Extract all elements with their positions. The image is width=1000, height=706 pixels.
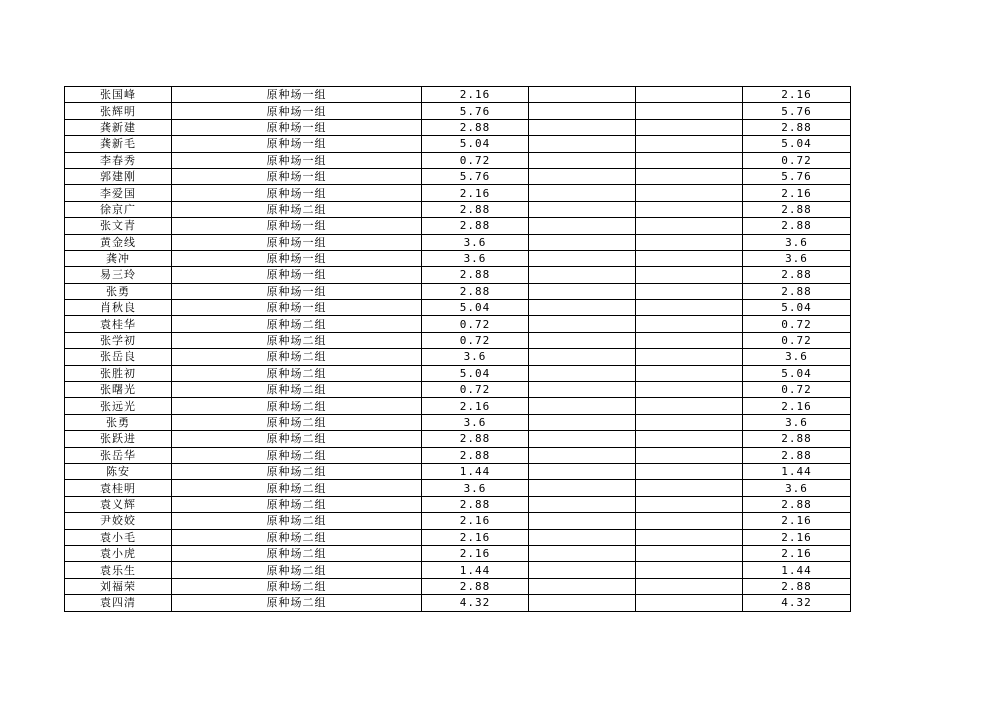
empty-cell bbox=[529, 447, 636, 463]
group-cell: 原种场一组 bbox=[172, 168, 422, 184]
name-cell: 张辉明 bbox=[65, 103, 172, 119]
empty-cell bbox=[529, 529, 636, 545]
group-cell: 原种场一组 bbox=[172, 300, 422, 316]
table-row bbox=[65, 578, 851, 594]
area-cell: 3.6 bbox=[422, 234, 529, 250]
name-cell: 肖秋良 bbox=[65, 300, 172, 316]
group-cell: 原种场二组 bbox=[172, 595, 422, 611]
table-row bbox=[65, 136, 851, 152]
empty-cell bbox=[636, 119, 743, 135]
group-cell: 原种场一组 bbox=[172, 267, 422, 283]
total-cell: 2.88 bbox=[743, 496, 851, 512]
empty-cell bbox=[529, 185, 636, 201]
empty-cell bbox=[636, 545, 743, 561]
table-row bbox=[65, 250, 851, 266]
name-cell: 易三玲 bbox=[65, 267, 172, 283]
group-cell: 原种场二组 bbox=[172, 496, 422, 512]
empty-cell bbox=[636, 447, 743, 463]
total-cell: 5.04 bbox=[743, 300, 851, 316]
name-cell: 张文青 bbox=[65, 218, 172, 234]
empty-cell bbox=[636, 201, 743, 217]
group-cell: 原种场二组 bbox=[172, 463, 422, 479]
empty-cell bbox=[636, 218, 743, 234]
empty-cell bbox=[529, 349, 636, 365]
name-cell: 张岳华 bbox=[65, 447, 172, 463]
total-cell: 2.16 bbox=[743, 529, 851, 545]
total-cell: 2.16 bbox=[743, 398, 851, 414]
name-cell: 张岳良 bbox=[65, 349, 172, 365]
total-cell: 2.88 bbox=[743, 201, 851, 217]
table-row bbox=[65, 496, 851, 512]
empty-cell bbox=[636, 316, 743, 332]
area-cell: 1.44 bbox=[422, 463, 529, 479]
area-cell: 2.88 bbox=[422, 496, 529, 512]
group-cell: 原种场二组 bbox=[172, 414, 422, 430]
area-cell: 4.32 bbox=[422, 595, 529, 611]
group-cell: 原种场二组 bbox=[172, 447, 422, 463]
empty-cell bbox=[636, 332, 743, 348]
total-cell: 2.16 bbox=[743, 513, 851, 529]
table-row bbox=[65, 87, 851, 103]
name-cell: 袁桂华 bbox=[65, 316, 172, 332]
empty-cell bbox=[529, 218, 636, 234]
group-cell: 原种场二组 bbox=[172, 545, 422, 561]
area-cell: 2.16 bbox=[422, 529, 529, 545]
total-cell: 1.44 bbox=[743, 463, 851, 479]
empty-cell bbox=[529, 250, 636, 266]
name-cell: 袁义辉 bbox=[65, 496, 172, 512]
group-cell: 原种场二组 bbox=[172, 201, 422, 217]
table-row bbox=[65, 463, 851, 479]
group-cell: 原种场一组 bbox=[172, 234, 422, 250]
empty-cell bbox=[529, 103, 636, 119]
table-row bbox=[65, 168, 851, 184]
total-cell: 2.16 bbox=[743, 545, 851, 561]
empty-cell bbox=[636, 103, 743, 119]
area-cell: 0.72 bbox=[422, 382, 529, 398]
empty-cell bbox=[636, 300, 743, 316]
name-cell: 袁桂明 bbox=[65, 480, 172, 496]
empty-cell bbox=[636, 185, 743, 201]
empty-cell bbox=[636, 250, 743, 266]
empty-cell bbox=[636, 595, 743, 611]
area-cell: 3.6 bbox=[422, 414, 529, 430]
group-cell: 原种场二组 bbox=[172, 382, 422, 398]
empty-cell bbox=[529, 168, 636, 184]
group-cell: 原种场一组 bbox=[172, 119, 422, 135]
area-cell: 0.72 bbox=[422, 316, 529, 332]
total-cell: 3.6 bbox=[743, 250, 851, 266]
table-row bbox=[65, 398, 851, 414]
name-cell: 张远光 bbox=[65, 398, 172, 414]
group-cell: 原种场二组 bbox=[172, 349, 422, 365]
area-cell: 2.88 bbox=[422, 447, 529, 463]
table-row bbox=[65, 218, 851, 234]
area-cell: 2.88 bbox=[422, 218, 529, 234]
empty-cell bbox=[529, 480, 636, 496]
name-cell: 徐京广 bbox=[65, 201, 172, 217]
empty-cell bbox=[529, 316, 636, 332]
total-cell: 3.6 bbox=[743, 234, 851, 250]
empty-cell bbox=[636, 382, 743, 398]
area-cell: 5.04 bbox=[422, 365, 529, 381]
table-row bbox=[65, 267, 851, 283]
empty-cell bbox=[529, 119, 636, 135]
empty-cell bbox=[636, 168, 743, 184]
empty-cell bbox=[529, 283, 636, 299]
table-row bbox=[65, 545, 851, 561]
table-row bbox=[65, 300, 851, 316]
empty-cell bbox=[636, 431, 743, 447]
table-body bbox=[65, 87, 851, 612]
total-cell: 2.16 bbox=[743, 185, 851, 201]
table-row bbox=[65, 201, 851, 217]
group-cell: 原种场二组 bbox=[172, 578, 422, 594]
table-row bbox=[65, 316, 851, 332]
table-row bbox=[65, 234, 851, 250]
area-cell: 2.16 bbox=[422, 398, 529, 414]
table-row bbox=[65, 283, 851, 299]
data-table bbox=[64, 86, 851, 612]
empty-cell bbox=[529, 365, 636, 381]
area-cell: 2.88 bbox=[422, 578, 529, 594]
table-row bbox=[65, 414, 851, 430]
empty-cell bbox=[529, 513, 636, 529]
empty-cell bbox=[636, 398, 743, 414]
empty-cell bbox=[636, 87, 743, 103]
empty-cell bbox=[529, 87, 636, 103]
empty-cell bbox=[636, 529, 743, 545]
table-row bbox=[65, 431, 851, 447]
total-cell: 2.88 bbox=[743, 218, 851, 234]
name-cell: 张跃进 bbox=[65, 431, 172, 447]
empty-cell bbox=[529, 414, 636, 430]
table-row bbox=[65, 480, 851, 496]
empty-cell bbox=[529, 562, 636, 578]
table-row bbox=[65, 349, 851, 365]
empty-cell bbox=[636, 578, 743, 594]
area-cell: 1.44 bbox=[422, 562, 529, 578]
total-cell: 5.04 bbox=[743, 136, 851, 152]
empty-cell bbox=[636, 283, 743, 299]
table-row bbox=[65, 103, 851, 119]
area-cell: 3.6 bbox=[422, 250, 529, 266]
area-cell: 2.16 bbox=[422, 545, 529, 561]
total-cell: 2.88 bbox=[743, 267, 851, 283]
total-cell: 3.6 bbox=[743, 414, 851, 430]
total-cell: 2.16 bbox=[743, 87, 851, 103]
name-cell: 袁小毛 bbox=[65, 529, 172, 545]
total-cell: 5.76 bbox=[743, 103, 851, 119]
table-row bbox=[65, 595, 851, 611]
empty-cell bbox=[529, 332, 636, 348]
empty-cell bbox=[636, 562, 743, 578]
name-cell: 张勇 bbox=[65, 283, 172, 299]
area-cell: 0.72 bbox=[422, 152, 529, 168]
name-cell: 张学初 bbox=[65, 332, 172, 348]
area-cell: 2.16 bbox=[422, 87, 529, 103]
group-cell: 原种场一组 bbox=[172, 87, 422, 103]
name-cell: 龚冲 bbox=[65, 250, 172, 266]
total-cell: 3.6 bbox=[743, 349, 851, 365]
empty-cell bbox=[529, 463, 636, 479]
total-cell: 0.72 bbox=[743, 332, 851, 348]
name-cell: 李爱国 bbox=[65, 185, 172, 201]
table-row bbox=[65, 185, 851, 201]
group-cell: 原种场二组 bbox=[172, 562, 422, 578]
area-cell: 5.76 bbox=[422, 103, 529, 119]
empty-cell bbox=[636, 267, 743, 283]
total-cell: 3.6 bbox=[743, 480, 851, 496]
area-cell: 2.88 bbox=[422, 431, 529, 447]
group-cell: 原种场一组 bbox=[172, 185, 422, 201]
group-cell: 原种场一组 bbox=[172, 250, 422, 266]
group-cell: 原种场一组 bbox=[172, 152, 422, 168]
total-cell: 2.88 bbox=[743, 119, 851, 135]
empty-cell bbox=[636, 414, 743, 430]
name-cell: 尹姣姣 bbox=[65, 513, 172, 529]
empty-cell bbox=[636, 136, 743, 152]
name-cell: 黄金线 bbox=[65, 234, 172, 250]
table-row bbox=[65, 562, 851, 578]
area-cell: 0.72 bbox=[422, 332, 529, 348]
total-cell: 2.88 bbox=[743, 283, 851, 299]
group-cell: 原种场二组 bbox=[172, 513, 422, 529]
name-cell: 郭建刚 bbox=[65, 168, 172, 184]
group-cell: 原种场二组 bbox=[172, 480, 422, 496]
table-row bbox=[65, 332, 851, 348]
empty-cell bbox=[529, 595, 636, 611]
table-row bbox=[65, 382, 851, 398]
empty-cell bbox=[529, 382, 636, 398]
area-cell: 3.6 bbox=[422, 349, 529, 365]
empty-cell bbox=[529, 234, 636, 250]
table-row bbox=[65, 152, 851, 168]
empty-cell bbox=[636, 365, 743, 381]
table-row bbox=[65, 513, 851, 529]
empty-cell bbox=[529, 152, 636, 168]
name-cell: 张国峰 bbox=[65, 87, 172, 103]
name-cell: 袁乐生 bbox=[65, 562, 172, 578]
total-cell: 0.72 bbox=[743, 382, 851, 398]
total-cell: 4.32 bbox=[743, 595, 851, 611]
area-cell: 2.88 bbox=[422, 267, 529, 283]
total-cell: 5.04 bbox=[743, 365, 851, 381]
group-cell: 原种场一组 bbox=[172, 218, 422, 234]
empty-cell bbox=[529, 398, 636, 414]
empty-cell bbox=[529, 578, 636, 594]
area-cell: 5.76 bbox=[422, 168, 529, 184]
area-cell: 3.6 bbox=[422, 480, 529, 496]
empty-cell bbox=[636, 234, 743, 250]
table-row bbox=[65, 119, 851, 135]
total-cell: 2.88 bbox=[743, 447, 851, 463]
area-cell: 2.88 bbox=[422, 283, 529, 299]
group-cell: 原种场二组 bbox=[172, 529, 422, 545]
area-cell: 5.04 bbox=[422, 300, 529, 316]
area-cell: 5.04 bbox=[422, 136, 529, 152]
total-cell: 2.88 bbox=[743, 578, 851, 594]
total-cell: 5.76 bbox=[743, 168, 851, 184]
name-cell: 李春秀 bbox=[65, 152, 172, 168]
name-cell: 龚新建 bbox=[65, 119, 172, 135]
empty-cell bbox=[636, 496, 743, 512]
empty-cell bbox=[529, 431, 636, 447]
total-cell: 0.72 bbox=[743, 152, 851, 168]
empty-cell bbox=[529, 300, 636, 316]
total-cell: 2.88 bbox=[743, 431, 851, 447]
total-cell: 0.72 bbox=[743, 316, 851, 332]
empty-cell bbox=[529, 201, 636, 217]
group-cell: 原种场二组 bbox=[172, 365, 422, 381]
group-cell: 原种场二组 bbox=[172, 398, 422, 414]
empty-cell bbox=[529, 136, 636, 152]
table-row bbox=[65, 529, 851, 545]
name-cell: 张曙光 bbox=[65, 382, 172, 398]
group-cell: 原种场一组 bbox=[172, 136, 422, 152]
group-cell: 原种场二组 bbox=[172, 316, 422, 332]
group-cell: 原种场二组 bbox=[172, 431, 422, 447]
area-cell: 2.88 bbox=[422, 119, 529, 135]
empty-cell bbox=[636, 480, 743, 496]
name-cell: 刘福荣 bbox=[65, 578, 172, 594]
group-cell: 原种场一组 bbox=[172, 103, 422, 119]
group-cell: 原种场一组 bbox=[172, 283, 422, 299]
empty-cell bbox=[636, 513, 743, 529]
name-cell: 陈安 bbox=[65, 463, 172, 479]
area-cell: 2.16 bbox=[422, 185, 529, 201]
name-cell: 袁四清 bbox=[65, 595, 172, 611]
group-cell: 原种场二组 bbox=[172, 332, 422, 348]
area-cell: 2.88 bbox=[422, 201, 529, 217]
name-cell: 张胜初 bbox=[65, 365, 172, 381]
table-row bbox=[65, 447, 851, 463]
empty-cell bbox=[529, 267, 636, 283]
total-cell: 1.44 bbox=[743, 562, 851, 578]
empty-cell bbox=[636, 152, 743, 168]
empty-cell bbox=[636, 463, 743, 479]
name-cell: 龚新毛 bbox=[65, 136, 172, 152]
empty-cell bbox=[529, 545, 636, 561]
empty-cell bbox=[636, 349, 743, 365]
name-cell: 张勇 bbox=[65, 414, 172, 430]
name-cell: 袁小虎 bbox=[65, 545, 172, 561]
table-row bbox=[65, 365, 851, 381]
area-cell: 2.16 bbox=[422, 513, 529, 529]
empty-cell bbox=[529, 496, 636, 512]
